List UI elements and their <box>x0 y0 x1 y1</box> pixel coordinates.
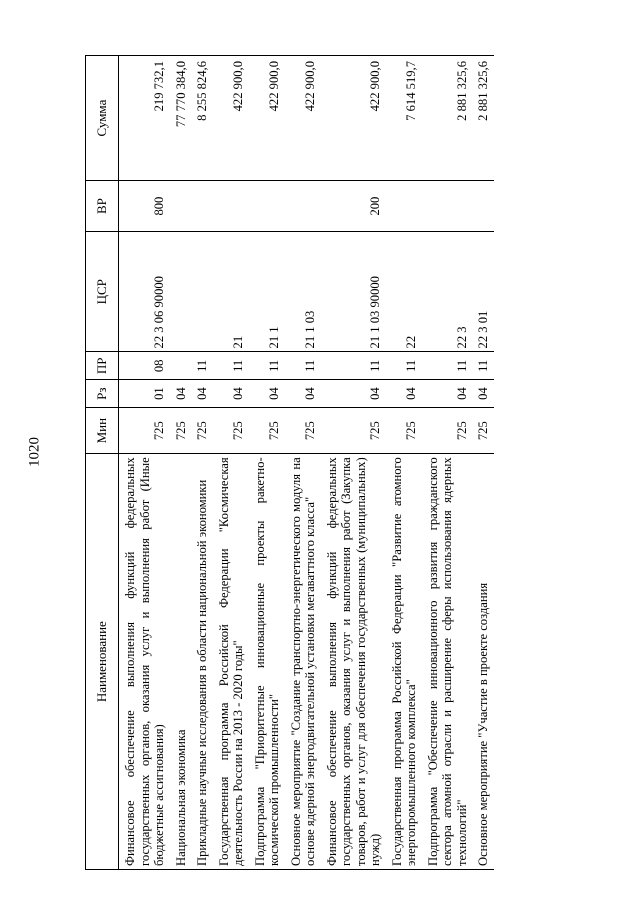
table-row <box>191 56 213 870</box>
budget-table-container <box>85 55 605 870</box>
table-row <box>386 56 422 870</box>
row-vr <box>386 181 422 232</box>
row-vr <box>170 181 192 232</box>
row-pr: 11 <box>213 352 249 380</box>
table-row <box>321 56 386 870</box>
row-min: 725 <box>386 408 422 454</box>
row-vr <box>191 181 213 232</box>
row-name: Государственная программа Российской Федерации "Развитие атомного энергопромышленного комплекса" <box>386 454 422 870</box>
row-pr: 11 <box>321 352 386 380</box>
row-rz: 04 <box>213 380 249 408</box>
row-min: 725 <box>422 408 473 454</box>
header-name: Наименование <box>86 454 119 870</box>
row-sum: 422 900,0 <box>249 56 285 181</box>
header-csr: ЦСР <box>86 232 119 352</box>
table-row <box>472 56 494 870</box>
row-min: 725 <box>191 408 213 454</box>
row-sum: 219 732,1 <box>119 56 170 181</box>
row-name: Национальная экономика <box>170 454 192 870</box>
row-name: Основное мероприятие "Создание транспортно-энергетического модуля на основе ядерной энергодвигательной установки мегаваттного класса" <box>285 454 321 870</box>
row-name: Финансовое обеспечение выполнения функций федеральных государственных органов, оказания услуг и выполнения работ (Закупка товаров, работ и услуг для обеспечения государственных (муниципальных) нужд) <box>321 454 386 870</box>
budget-table <box>85 55 494 870</box>
table-row <box>213 56 249 870</box>
row-name: Основное мероприятие "Участие в проекте создания <box>472 454 494 870</box>
row-rz: 04 <box>321 380 386 408</box>
row-csr: 21 <box>213 232 249 352</box>
table-header-row <box>86 56 119 870</box>
row-rz: 04 <box>422 380 473 408</box>
row-min: 725 <box>472 408 494 454</box>
row-sum: 422 900,0 <box>321 56 386 181</box>
table-row <box>119 56 170 870</box>
row-csr <box>170 232 192 352</box>
row-csr: 22 <box>386 232 422 352</box>
row-vr <box>285 181 321 232</box>
header-vr: ВР <box>86 181 119 232</box>
header-sum: Сумма <box>86 56 119 181</box>
row-vr <box>422 181 473 232</box>
row-min: 725 <box>119 408 170 454</box>
page-number-text: 1020 <box>26 437 43 467</box>
row-csr: 21 1 03 <box>285 232 321 352</box>
row-name: Государственная программа Российской Федерации "Космическая деятельность России на 2013 - 2020 годы" <box>213 454 249 870</box>
row-min: 725 <box>213 408 249 454</box>
table-row <box>249 56 285 870</box>
row-pr: 11 <box>386 352 422 380</box>
row-rz: 01 <box>119 380 170 408</box>
row-vr: 800 <box>119 181 170 232</box>
row-csr: 21 1 03 90000 <box>321 232 386 352</box>
row-pr: 11 <box>422 352 473 380</box>
row-rz: 04 <box>249 380 285 408</box>
row-pr: 11 <box>285 352 321 380</box>
row-sum: 2 881 325,6 <box>472 56 494 181</box>
row-min: 725 <box>285 408 321 454</box>
row-sum: 422 900,0 <box>285 56 321 181</box>
row-vr <box>472 181 494 232</box>
row-vr <box>213 181 249 232</box>
row-sum: 422 900,0 <box>213 56 249 181</box>
row-rz: 04 <box>191 380 213 408</box>
row-name: Подпрограмма "Обеспечение инновационного развития гражданского сектора атомной отрасли и расширение сферы использования ядерных технологий" <box>422 454 473 870</box>
row-csr: 22 3 01 <box>472 232 494 352</box>
row-csr <box>191 232 213 352</box>
row-name: Подпрограмма "Приоритетные инновационные проекты ракетно-космической промышленности" <box>249 454 285 870</box>
table-row <box>170 56 192 870</box>
row-rz: 04 <box>285 380 321 408</box>
row-pr: 11 <box>249 352 285 380</box>
row-sum: 77 770 384,0 <box>170 56 192 181</box>
row-min: 725 <box>170 408 192 454</box>
row-vr: 200 <box>321 181 386 232</box>
row-name: Финансовое обеспечение выполнения функций федеральных государственных органов, оказания услуг и выполнения работ (Иные бюджетные ассигнования) <box>119 454 170 870</box>
row-rz: 04 <box>386 380 422 408</box>
header-rz: Рз <box>86 380 119 408</box>
row-name: Прикладные научные исследования в области национальной экономики <box>191 454 213 870</box>
row-min: 725 <box>249 408 285 454</box>
row-pr: 08 <box>119 352 170 380</box>
row-sum: 8 255 824,6 <box>191 56 213 181</box>
row-vr <box>249 181 285 232</box>
row-min: 725 <box>321 408 386 454</box>
row-pr: 11 <box>191 352 213 380</box>
header-min: Мин <box>86 408 119 454</box>
row-pr: 11 <box>472 352 494 380</box>
row-csr: 21 1 <box>249 232 285 352</box>
row-rz: 04 <box>472 380 494 408</box>
row-pr <box>170 352 192 380</box>
row-sum: 2 881 325,6 <box>422 56 473 181</box>
table-row <box>422 56 473 870</box>
row-rz: 04 <box>170 380 192 408</box>
row-csr: 22 3 06 90000 <box>119 232 170 352</box>
header-pr: ПР <box>86 352 119 380</box>
row-sum: 7 614 519,7 <box>386 56 422 181</box>
row-csr: 22 3 <box>422 232 473 352</box>
table-row <box>285 56 321 870</box>
